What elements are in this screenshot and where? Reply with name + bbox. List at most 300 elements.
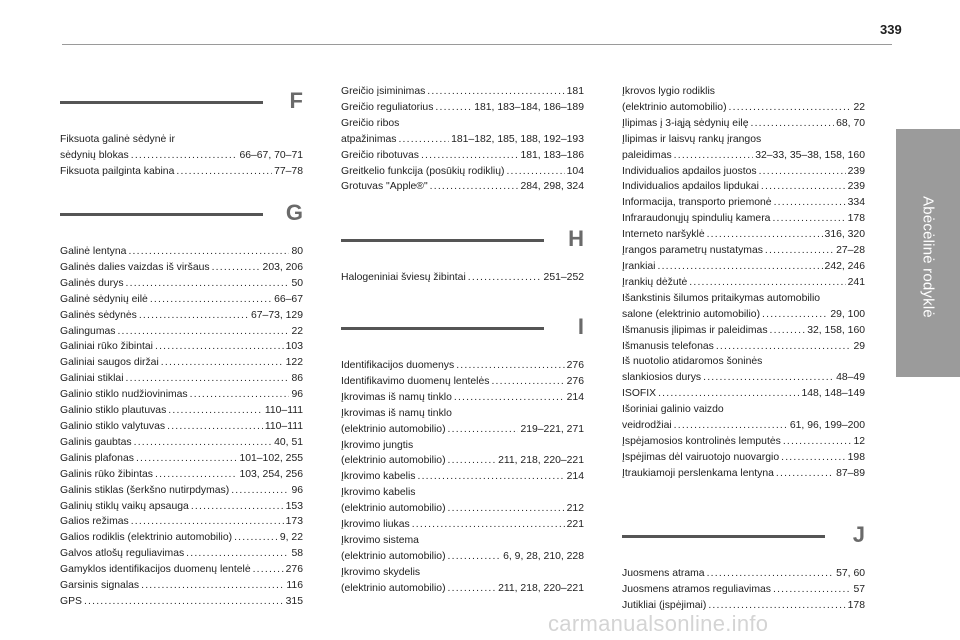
index-entry xyxy=(622,227,865,243)
index-entry-line xyxy=(341,148,584,164)
dot-leader xyxy=(435,100,472,116)
dot-leader xyxy=(139,308,249,324)
index-entry-line xyxy=(622,100,865,116)
index-entry-text-line: Įkrovimo kabelis xyxy=(341,487,416,499)
section-letter: F xyxy=(289,88,303,113)
page-reference: 22 xyxy=(853,101,865,113)
index-entry-line xyxy=(341,358,584,374)
dot-leader xyxy=(658,386,799,402)
dot-leader xyxy=(781,450,846,466)
dot-leader xyxy=(716,339,852,355)
index-term: Galiniai saugos diržai xyxy=(60,357,159,369)
dot-leader xyxy=(117,324,289,340)
page-reference: 214 xyxy=(566,471,584,483)
page-reference: 315 xyxy=(285,595,303,607)
index-entry xyxy=(341,179,584,195)
page-reference: 29, 100 xyxy=(830,308,865,320)
index-entry xyxy=(622,132,865,164)
index-entry-line xyxy=(60,244,303,260)
index-term: Informacija, transporto priemonė xyxy=(622,197,772,209)
index-entry-line xyxy=(60,339,303,355)
index-term: Garsinis signalas xyxy=(60,580,140,592)
index-entry-line xyxy=(341,581,584,597)
index-term: Galinis stiklas (šerkšno nutirpdymas) xyxy=(60,484,230,496)
index-entry-line xyxy=(60,324,303,340)
dot-leader xyxy=(770,323,806,339)
index-entry-text-line: Išankstinis šilumos pritaikymas automobilio xyxy=(622,292,821,304)
index-term: paleidimas xyxy=(622,149,672,161)
index-entry xyxy=(60,339,303,355)
index-term: Galinė sėdynių eilė xyxy=(60,293,148,305)
index-entry-line xyxy=(341,100,584,116)
index-term: Infraraudonųjų spindulių kamera xyxy=(622,213,771,225)
index-entry xyxy=(341,374,584,390)
page-reference: 66–67 xyxy=(274,293,303,305)
page-reference: 77–78 xyxy=(274,165,303,177)
index-entry xyxy=(622,164,865,180)
page-reference: 211, 218, 220–221 xyxy=(498,455,584,467)
section-letter: J xyxy=(852,522,865,547)
index-section-continued xyxy=(622,84,865,482)
page-reference: 122 xyxy=(285,357,303,369)
page-reference: 153 xyxy=(285,500,303,512)
index-term: Įkrovimas iš namų tinklo xyxy=(341,391,452,403)
index-entry xyxy=(60,514,303,530)
index-term: Įkrovimo liukas xyxy=(341,519,410,531)
index-entry-line xyxy=(60,451,303,467)
page-reference: 27–28 xyxy=(836,245,865,257)
index-entry xyxy=(60,530,303,546)
index-entry-text-line: Įkrovos lygio rodiklis xyxy=(622,86,715,97)
index-entry xyxy=(60,403,303,419)
index-entry xyxy=(622,402,865,434)
section-letter: H xyxy=(568,226,584,251)
dot-leader xyxy=(491,374,564,390)
index-entry-line xyxy=(60,387,303,403)
index-entry xyxy=(622,243,865,259)
dot-leader xyxy=(168,403,263,419)
index-term: Greičio reguliatorius xyxy=(341,101,434,113)
page-reference: 173 xyxy=(285,516,303,528)
index-term: (elektrinio automobilio) xyxy=(341,582,446,594)
page-reference: 87–89 xyxy=(836,467,865,479)
page-reference: 316, 320 xyxy=(824,229,865,241)
page-reference: 221 xyxy=(566,519,584,531)
index-entry-text-line: Iš nuotolio atidaromos šoninės xyxy=(622,356,763,368)
index-entry-line xyxy=(60,499,303,515)
page-reference: 219–221, 271 xyxy=(520,423,584,435)
page-reference: 68, 70 xyxy=(836,117,865,129)
index-term: Identifikacijos duomenys xyxy=(341,360,455,371)
page-reference: 276 xyxy=(566,360,584,371)
dot-leader xyxy=(231,483,289,499)
index-entry xyxy=(622,466,865,482)
section-divider xyxy=(341,327,544,330)
section-letter: G xyxy=(285,200,303,225)
index-entry-text-line: Fiksuota galinė sėdynė ir xyxy=(60,134,175,145)
index-entry-line xyxy=(60,308,303,324)
index-term: Galios režimas xyxy=(60,516,129,528)
index-entry xyxy=(341,270,584,286)
index-term: sėdynių blokas xyxy=(60,149,129,161)
index-term: Individualios apdailos lipdukai xyxy=(622,181,759,193)
index-entry xyxy=(341,164,584,180)
index-entry-line xyxy=(341,164,584,180)
index-entry-line xyxy=(60,164,303,180)
index-term: Galinis gaubtas xyxy=(60,436,132,448)
index-entry-line xyxy=(60,292,303,308)
section-letter: I xyxy=(577,314,584,339)
section-divider xyxy=(341,239,544,242)
index-entry-line xyxy=(60,435,303,451)
page-reference: 181–182, 185, 188, 192–193 xyxy=(451,133,584,145)
index-term: veidrodžiai xyxy=(622,420,672,432)
page-reference: 110–111 xyxy=(264,405,303,417)
index-entry xyxy=(341,390,584,406)
index-entry xyxy=(60,546,303,562)
index-term: (elektrinio automobilio) xyxy=(341,423,446,435)
page-reference: 116 xyxy=(286,580,303,592)
index-term: Grotuvas "Apple®" xyxy=(341,181,428,193)
index-entry-text-line: Įkrovimo sistema xyxy=(341,534,419,546)
index-term: Galinis rūko žibintas xyxy=(60,468,153,480)
dot-leader xyxy=(783,434,852,450)
index-entry-line xyxy=(60,467,303,483)
index-entry xyxy=(341,148,584,164)
index-term: Įspėjamosios kontrolinės lemputės xyxy=(622,435,781,447)
index-term: Įrangos parametrų nustatymas xyxy=(622,245,763,257)
dot-leader xyxy=(176,164,272,180)
dot-leader xyxy=(253,562,284,578)
dot-leader xyxy=(448,549,502,565)
page-number: 339 xyxy=(880,22,902,37)
dot-leader xyxy=(765,243,834,259)
index-entry-line xyxy=(622,275,865,291)
index-entry xyxy=(60,419,303,435)
index-entry-line xyxy=(341,179,584,195)
index-entry xyxy=(60,594,303,610)
page-reference: 276 xyxy=(285,564,303,576)
dot-leader xyxy=(418,469,565,485)
dot-leader xyxy=(128,244,289,260)
index-term: atpažinimas xyxy=(341,133,397,145)
dot-leader xyxy=(689,275,845,291)
index-term: Įtraukiamoji perslenkama lentyna xyxy=(622,467,774,479)
index-entry xyxy=(341,565,584,597)
index-term: slankiosios durys xyxy=(622,372,702,384)
page-reference: 57, 60 xyxy=(836,568,865,579)
page-reference: 334 xyxy=(847,197,865,209)
index-entry xyxy=(341,533,584,565)
dot-leader xyxy=(398,132,449,148)
page-reference: 58 xyxy=(291,548,303,560)
index-entry-line xyxy=(622,179,865,195)
index-entry-line xyxy=(622,148,865,164)
index-entry xyxy=(622,354,865,386)
dot-leader xyxy=(506,164,564,180)
index-term: Halogeniniai šviesų žibintai xyxy=(341,272,466,283)
section-divider xyxy=(622,535,825,538)
index-entry-text-line: Įkrovimo skydelis xyxy=(341,566,421,578)
index-entry xyxy=(622,211,865,227)
index-entry xyxy=(622,582,865,598)
index-entry xyxy=(341,84,584,100)
dot-leader xyxy=(674,418,788,434)
index-entry-line xyxy=(60,419,303,435)
index-term: Galinės durys xyxy=(60,277,124,289)
index-section-i xyxy=(341,314,584,597)
index-entry xyxy=(622,179,865,195)
section-header xyxy=(622,522,865,566)
index-entry-line xyxy=(622,339,865,355)
dot-leader xyxy=(212,260,261,276)
index-term: salone (elektrinio automobilio) xyxy=(622,308,761,320)
dot-leader xyxy=(421,148,518,164)
dot-leader xyxy=(234,530,278,546)
index-entry xyxy=(60,435,303,451)
index-entry-line xyxy=(341,549,584,565)
dot-leader xyxy=(191,499,284,515)
dot-leader xyxy=(729,100,852,116)
dot-leader xyxy=(448,581,497,597)
index-term: Greičio įsiminimas xyxy=(341,86,426,97)
page-reference: 181, 183–186 xyxy=(520,149,584,161)
index-term: (elektrinio automobilio) xyxy=(341,550,446,562)
index-entry xyxy=(60,276,303,292)
index-entry xyxy=(60,324,303,340)
index-entry-line xyxy=(341,517,584,533)
index-entry-text-line: Įkrovimas iš namų tinklo xyxy=(341,407,452,419)
page-reference: 181, 183–184, 186–189 xyxy=(474,101,584,113)
index-entry xyxy=(341,116,584,148)
page-reference: 12 xyxy=(853,435,865,447)
dot-leader xyxy=(658,259,823,275)
index-term: Įkrovimo kabelis xyxy=(341,471,416,483)
page-reference: 241 xyxy=(847,276,865,288)
index-entry-line xyxy=(622,386,865,402)
index-entry xyxy=(622,339,865,355)
index-entry-line xyxy=(622,243,865,259)
index-entry-line xyxy=(622,116,865,132)
index-term: Juosmens atramos reguliavimas xyxy=(622,583,771,595)
index-entry-line xyxy=(60,546,303,562)
index-entry xyxy=(60,578,303,594)
index-entry-line xyxy=(60,371,303,387)
page-reference: 242, 246 xyxy=(824,260,865,272)
dot-leader xyxy=(131,148,238,164)
dot-leader xyxy=(126,371,290,387)
page-reference: 103 xyxy=(285,341,303,353)
index-term: Galinio stiklo valytuvas xyxy=(60,420,166,432)
index-entry-line xyxy=(622,450,865,466)
index-entry-line xyxy=(622,370,865,386)
index-section-continued xyxy=(341,84,584,195)
index-entry xyxy=(60,371,303,387)
page-reference: 48–49 xyxy=(836,372,865,384)
dot-leader xyxy=(762,307,828,323)
index-entry-line xyxy=(622,307,865,323)
dot-leader xyxy=(134,435,272,451)
page-reference: 211, 218, 220–221 xyxy=(498,582,584,594)
index-entry xyxy=(622,566,865,582)
index-entry-line xyxy=(60,483,303,499)
dot-leader xyxy=(703,370,834,386)
dot-leader xyxy=(190,387,290,403)
index-entry xyxy=(622,116,865,132)
page-reference: 32–33, 35–38, 158, 160 xyxy=(755,149,865,161)
index-term: Galinės dalies vaizdas iš viršaus xyxy=(60,261,210,273)
dot-leader xyxy=(454,390,565,406)
index-term: Galinė lentyna xyxy=(60,246,127,257)
index-term: ISOFIX xyxy=(622,388,657,400)
index-entry-text-line: Išoriniai galinio vaizdo xyxy=(622,404,724,416)
index-entry xyxy=(622,275,865,291)
index-entry-line xyxy=(341,422,584,438)
dot-leader xyxy=(412,517,565,533)
index-section-j xyxy=(622,522,865,614)
section-header xyxy=(341,314,584,358)
index-entry xyxy=(60,483,303,499)
index-term: Galiniai rūko žibintai xyxy=(60,341,153,353)
page-reference: 67–73, 129 xyxy=(250,309,303,321)
side-tab-label: Abėcėlinė rodyklė xyxy=(919,196,937,318)
dot-leader xyxy=(430,179,519,195)
index-term: Galinio stiklo plautuvas xyxy=(60,405,167,417)
dot-leader xyxy=(674,148,754,164)
index-term: GPS xyxy=(60,595,82,607)
section-header xyxy=(60,88,303,132)
index-entry xyxy=(341,100,584,116)
page-reference: 239 xyxy=(847,165,865,177)
index-entry xyxy=(60,451,303,467)
index-term: Greičio ribotuvas xyxy=(341,149,419,161)
index-entry xyxy=(60,562,303,578)
page-reference: 148, 148–149 xyxy=(801,388,865,400)
dot-leader xyxy=(186,546,289,562)
index-entry-line xyxy=(622,434,865,450)
index-entry xyxy=(60,355,303,371)
index-entry-line xyxy=(622,582,865,598)
dot-leader xyxy=(155,339,284,355)
page-reference: 214 xyxy=(566,391,584,403)
page-reference: 110–111 xyxy=(264,420,303,432)
index-entry-line xyxy=(341,390,584,406)
index-section-h xyxy=(341,226,584,286)
dot-leader xyxy=(161,355,284,371)
index-term: Jutikliai (įspėjimai) xyxy=(622,599,707,611)
index-term: Galingumas xyxy=(60,325,116,337)
index-entry-line xyxy=(622,227,865,243)
index-entry xyxy=(622,259,865,275)
index-entry xyxy=(622,386,865,402)
index-term: Fiksuota pailginta kabina xyxy=(60,165,175,177)
index-entry-line xyxy=(622,259,865,275)
index-term: Įspėjimas dėl vairuotojo nuovargio xyxy=(622,451,780,463)
dot-leader xyxy=(707,566,835,582)
page-reference: 103, 254, 256 xyxy=(239,468,303,480)
index-entry xyxy=(60,260,303,276)
page-reference: 40, 51 xyxy=(274,436,303,448)
index-entry xyxy=(341,438,584,470)
dot-leader xyxy=(167,419,263,435)
index-term: Galinis plafonas xyxy=(60,452,134,464)
index-term: Individualios apdailos juostos xyxy=(622,165,757,177)
dot-leader xyxy=(759,164,846,180)
index-term: Įlipimas į 3-iąją sėdynių eilę xyxy=(622,117,749,129)
dot-leader xyxy=(448,501,565,517)
page-reference: 251–252 xyxy=(543,272,584,283)
page-reference: 101–102, 255 xyxy=(239,452,303,464)
page-reference: 198 xyxy=(847,451,865,463)
index-entry xyxy=(341,485,584,517)
dot-leader xyxy=(774,195,846,211)
index-entry xyxy=(60,292,303,308)
index-entry-line xyxy=(60,530,303,546)
index-entry-line xyxy=(622,195,865,211)
index-entry xyxy=(60,387,303,403)
dot-leader xyxy=(150,292,272,308)
index-entry xyxy=(60,164,303,180)
index-entry-line xyxy=(60,260,303,276)
index-term: Interneto naršyklė xyxy=(622,229,705,241)
dot-leader xyxy=(761,179,846,195)
index-term: Galios rodiklis (elektrinio automobilio) xyxy=(60,532,233,544)
page-reference: 212 xyxy=(566,503,584,515)
index-entry-line xyxy=(341,374,584,390)
dot-leader xyxy=(136,451,238,467)
index-entry xyxy=(622,195,865,211)
index-term: Galinės sėdynės xyxy=(60,309,137,321)
index-entry-line xyxy=(341,501,584,517)
index-term: Išmanusis telefonas xyxy=(622,340,714,352)
index-entry-line xyxy=(341,453,584,469)
index-entry-line xyxy=(60,276,303,292)
index-term: Galinių stiklų vaikų apsauga xyxy=(60,500,189,512)
dot-leader xyxy=(84,594,284,610)
index-entry xyxy=(60,308,303,324)
page-reference: 32, 158, 160 xyxy=(807,324,865,336)
index-term: Išmanusis įlipimas ir paleidimas xyxy=(622,324,768,336)
index-entry-line xyxy=(60,594,303,610)
index-entry-line xyxy=(622,323,865,339)
index-term: (elektrinio automobilio) xyxy=(341,455,446,467)
index-entry-line xyxy=(341,84,584,100)
index-term: Galiniai stiklai xyxy=(60,373,124,385)
page-reference: 9, 22 xyxy=(279,532,303,544)
page-reference: 50 xyxy=(291,277,303,289)
index-term: Įrankių dėžutė xyxy=(622,276,688,288)
dot-leader xyxy=(776,466,834,482)
section-divider xyxy=(60,213,263,216)
dot-leader xyxy=(131,514,284,530)
dot-leader xyxy=(448,422,519,438)
index-term: Greitkelio funkcija (posūkių rodiklių) xyxy=(341,165,505,177)
index-entry xyxy=(60,132,303,164)
dot-leader xyxy=(448,453,497,469)
dot-leader xyxy=(427,84,564,100)
index-section-g xyxy=(60,200,303,610)
index-entry-line xyxy=(341,469,584,485)
dot-leader xyxy=(456,358,564,374)
index-entry-text-line: Įkrovimo jungtis xyxy=(341,439,414,451)
dot-leader xyxy=(126,276,290,292)
index-term: Gamyklos identifikacijos duomenų lentelė xyxy=(60,564,251,576)
index-entry-line xyxy=(60,562,303,578)
index-entry-line xyxy=(622,566,865,582)
page-reference: 178 xyxy=(847,213,865,225)
index-entry xyxy=(341,517,584,533)
index-term: Juosmens atrama xyxy=(622,568,705,579)
